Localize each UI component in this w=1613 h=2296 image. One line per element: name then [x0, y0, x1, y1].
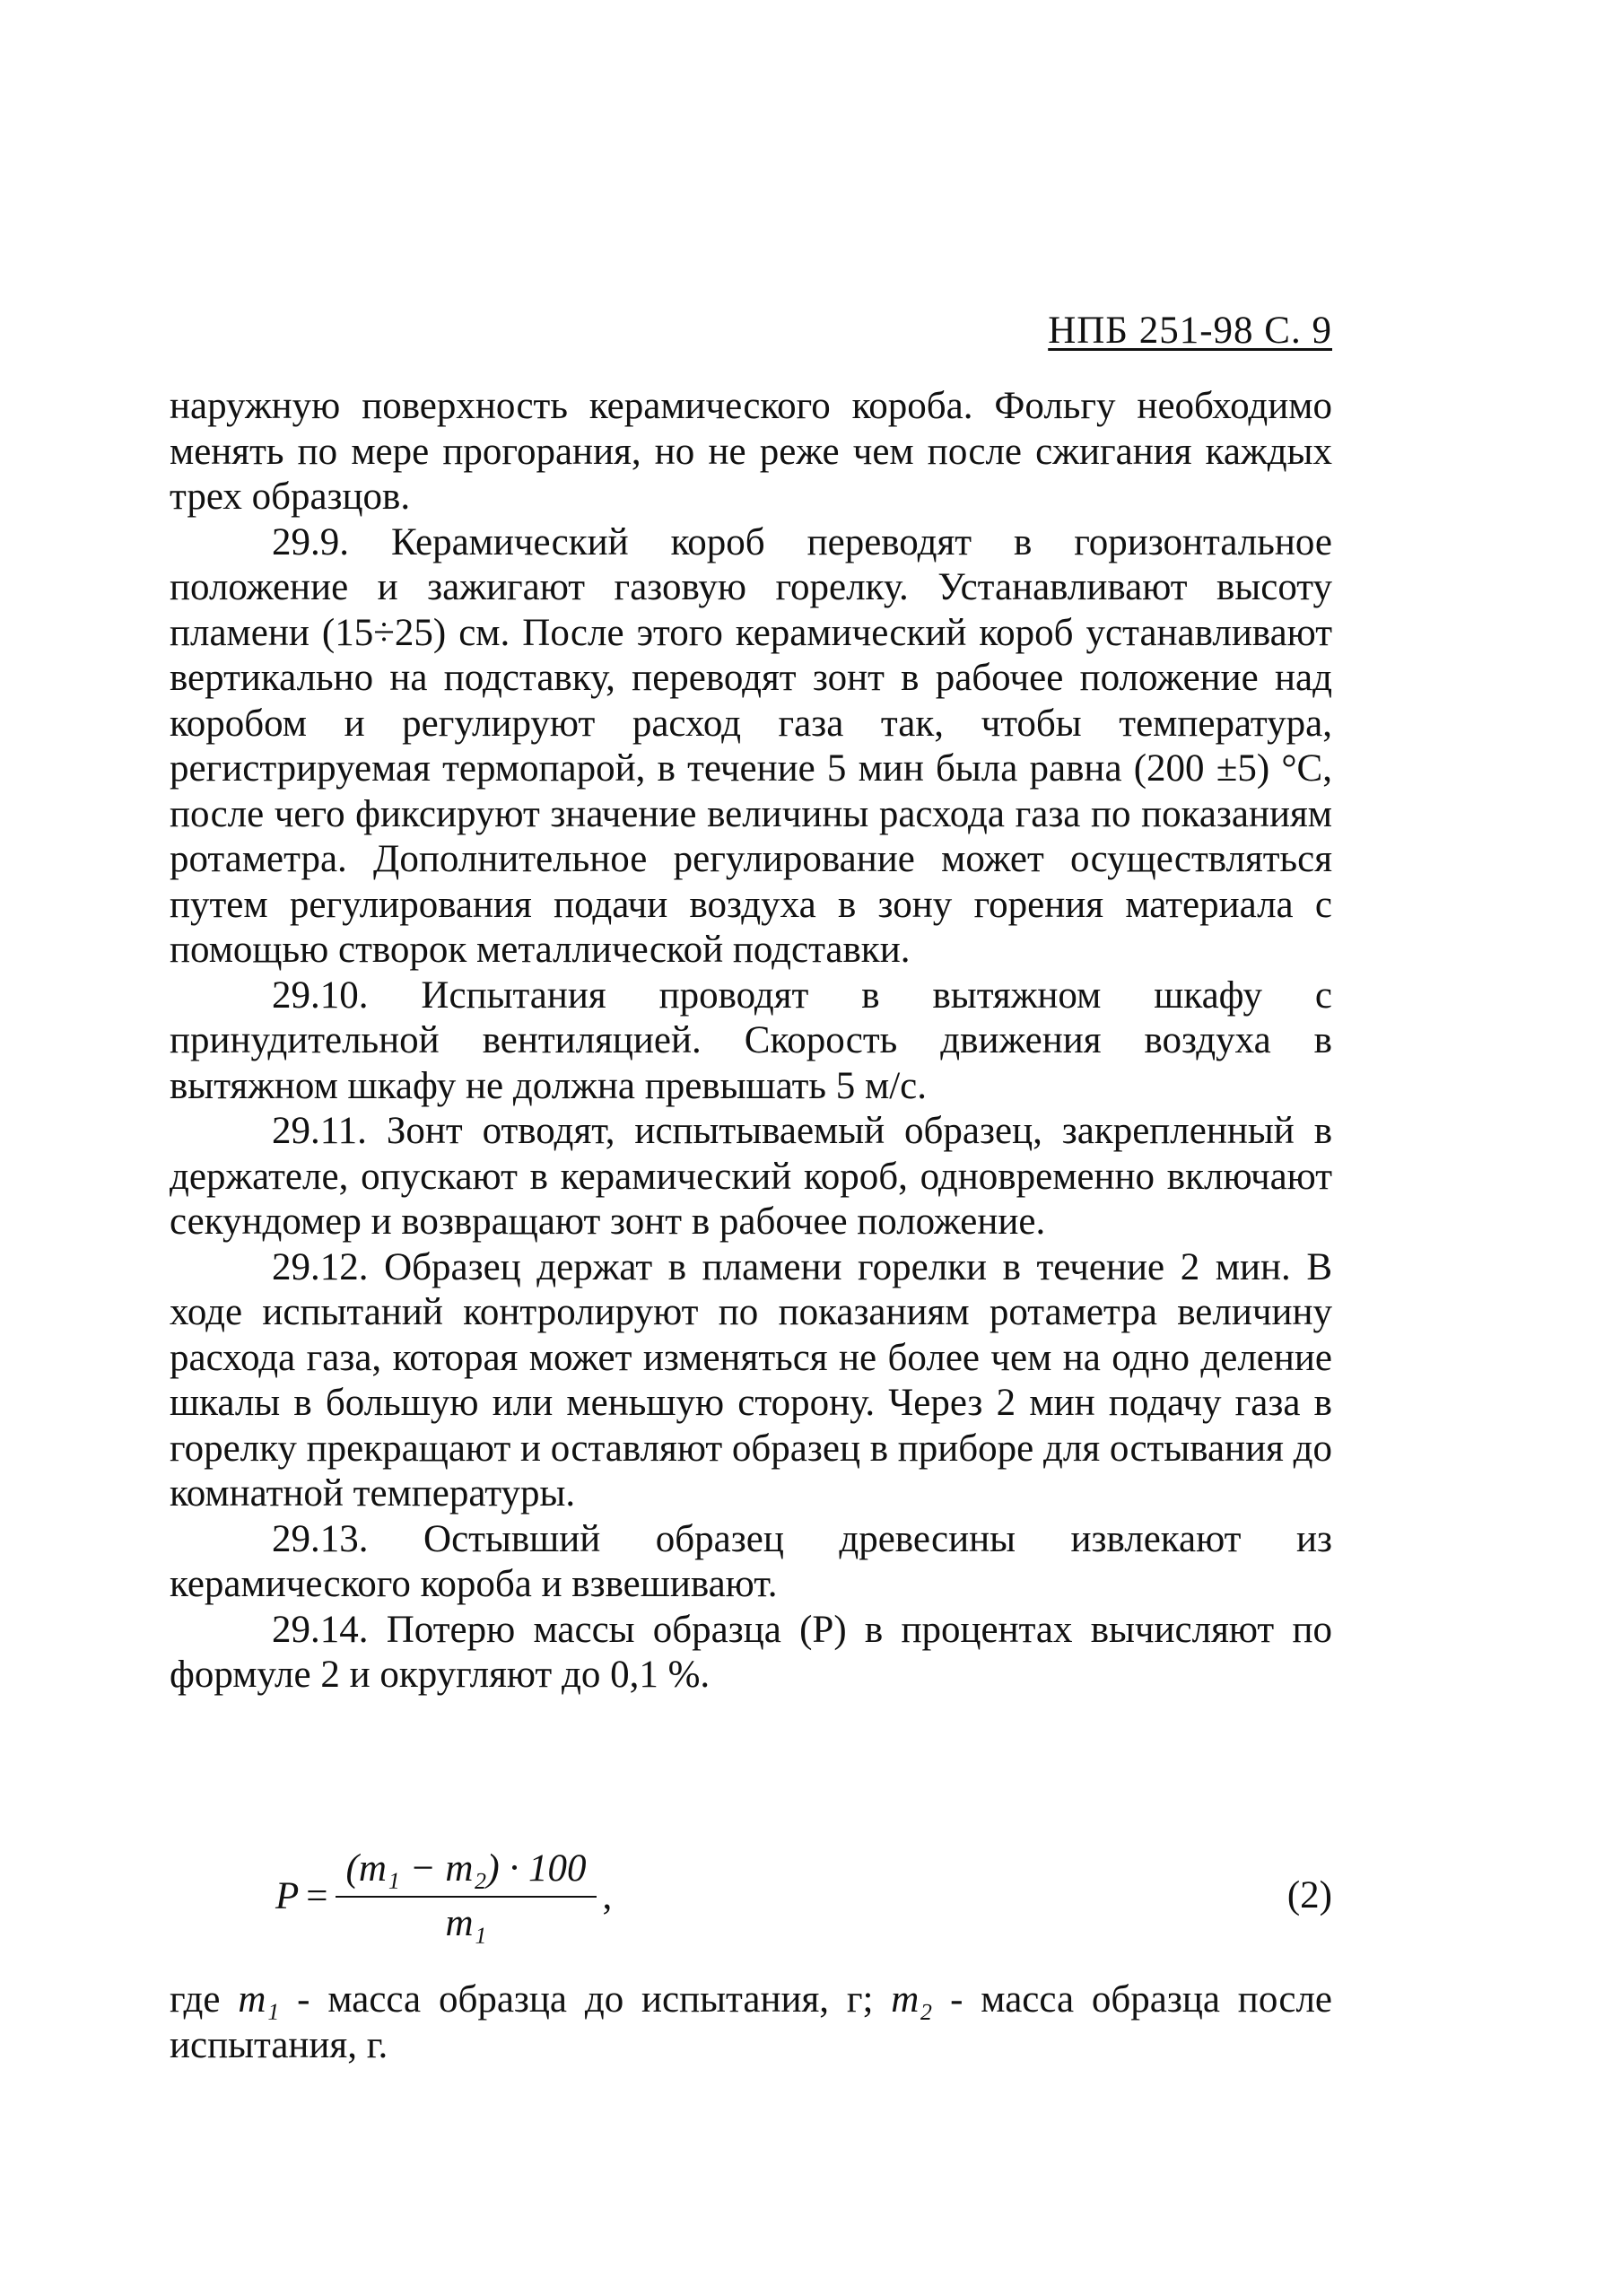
legend-m2-description: - масса образца после испытания, г. [170, 1978, 1333, 2066]
formula-lhs: P [275, 1874, 300, 1917]
formula-number: (2) [1286, 1874, 1332, 1916]
formula-trailing-comma: , [602, 1874, 613, 1917]
legend-m1-symbol: m₁ [238, 1978, 280, 2021]
paragraph-29-9: 29.9. Керамический короб переводят в горизонтальное положение и зажигают газовую горелку. Устанавливают высоту пламени (15÷25) см. После этого керамический короб устанавливают вертикально на подставку, переводят зонт в рабочее положение над коробом и регулируют расход газа так, чтобы температура, регистрируемая термопарой, в течение 5 мин была равна (200 ±5) °С, после чего фиксируют значение величины расхода газа по показаниям ротаметра. Дополнительное регулирование может осуществляться путем регулирования подачи воздуха в зону горения материала с помощью створок металлической подставки. [170, 520, 1332, 971]
paragraph-29-14: 29.14. Потерю массы образца (P) в процентах вычисляют по формуле 2 и округляют до 0,1 %. [170, 1608, 1332, 1696]
formula [275, 1838, 612, 1954]
formula-numerator: (m₁ − m₂) · 100 [345, 1847, 587, 1890]
formula-equals: = [306, 1874, 328, 1917]
paragraph-29-11: 29.11. Зонт отводят, испытываемый образец, закрепленный в держателе, опускают в керамический короб, одновременно включают секундомер и возвращают зонт в рабочее положение. [170, 1110, 1332, 1243]
paragraph-continuation: наружную поверхность керамического короба. Фольгу необходимо менять по мере прогорания, но не реже чем после сжигания каждых трех образцов. [170, 385, 1332, 518]
paragraph-29-10: 29.10. Испытания проводят в вытяжном шкафу с принудительной вентиляцией. Скорость движения воздуха в вытяжном шкафу не должна превышать 5 м/с. [170, 973, 1332, 1107]
legend-m2-symbol: m₂ [891, 1978, 933, 2021]
formula-denominator: m₁ [445, 1902, 487, 1944]
legend-m1-description: - масса образца до испытания, г; [297, 1978, 874, 2021]
legend-prefix: где [170, 1978, 221, 2021]
body-text [170, 384, 1332, 1698]
formula-block [170, 1838, 1332, 1954]
paragraph-29-12: 29.12. Образец держат в пламени горелки в течение 2 мин. В ходе испытаний контролируют по показаниям ротаметра величину расхода газа, которая может изменяться не более чем на одно деление шкалы в большую или меньшую сторону. Через 2 мин подачу газа в горелку прекращают и оставляют образец в приборе для остывания до комнатной температуры. [170, 1245, 1332, 1515]
formula-legend [170, 1977, 1332, 2068]
paragraph-29-13: 29.13. Остывший образец древесины извлекают из керамического короба и взвешивают. [170, 1517, 1332, 1605]
page-header-designation: НПБ 251-98 С. 9 [1048, 310, 1332, 352]
formula-fraction [336, 1846, 597, 1945]
